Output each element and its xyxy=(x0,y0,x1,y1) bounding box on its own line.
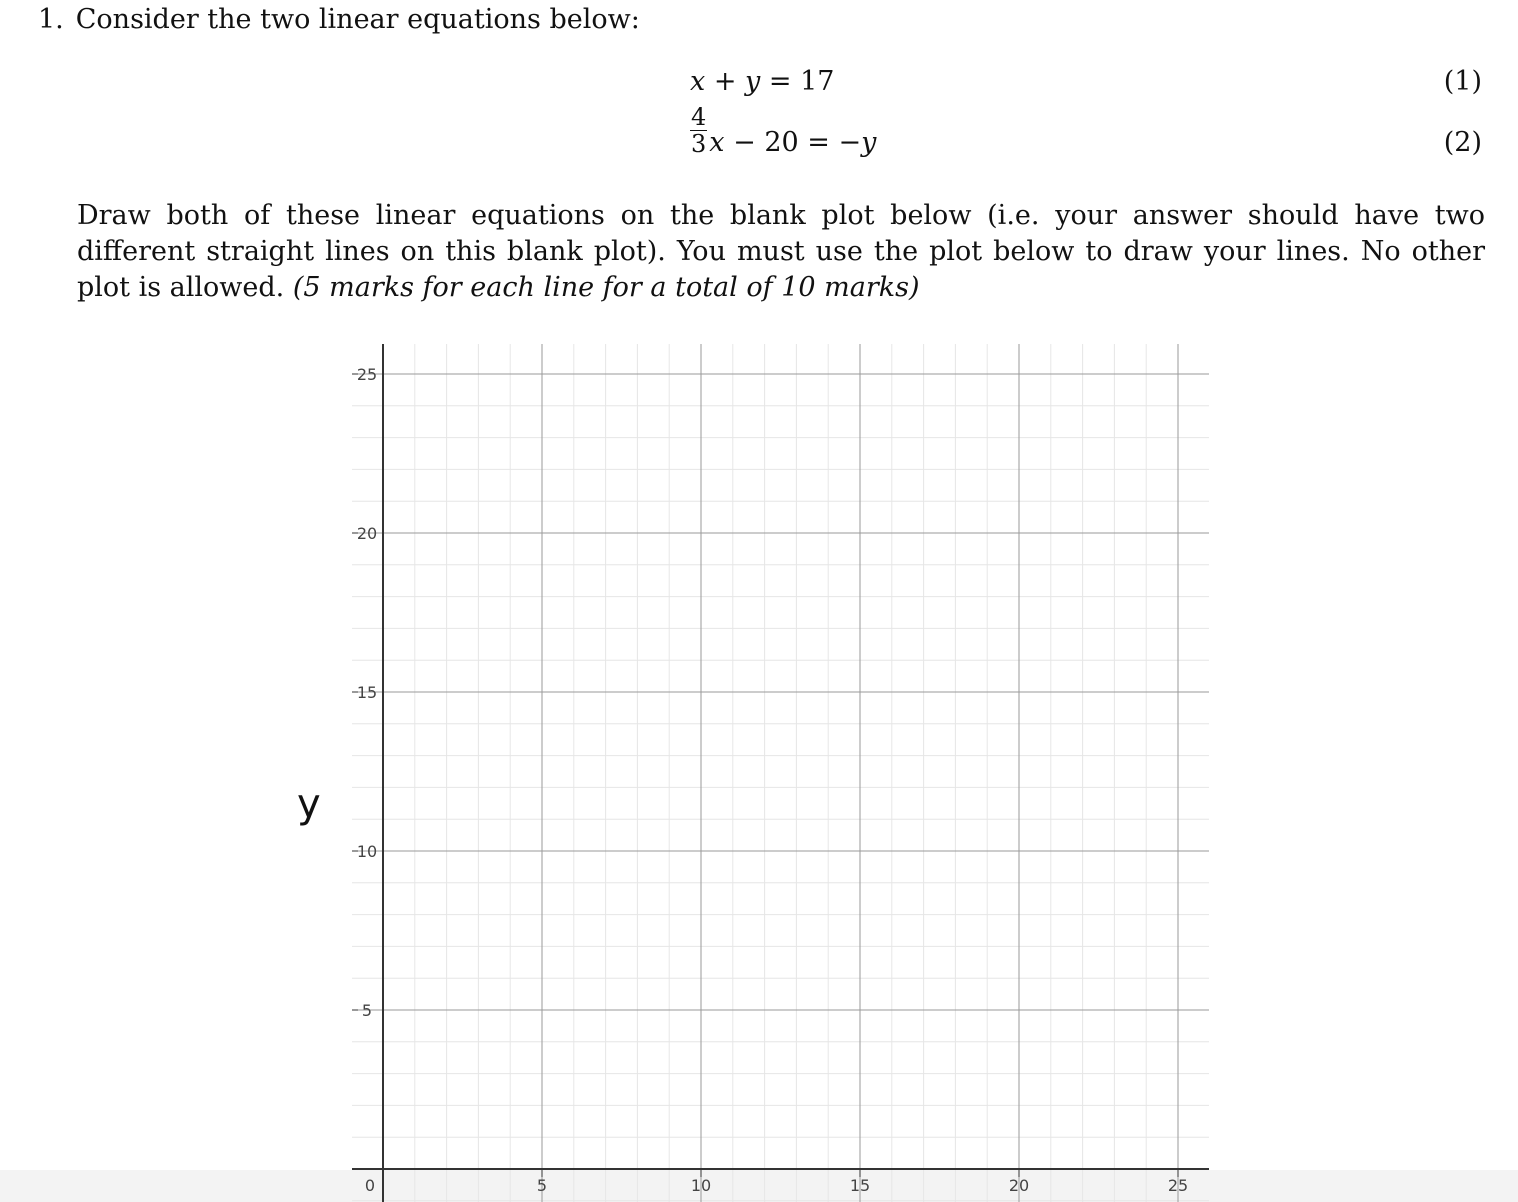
y-tick-label-5: 5 xyxy=(361,1001,373,1020)
equation-2-label: (2) xyxy=(1443,127,1482,158)
marks-note: (5 marks for each line for a total of 10 marks) xyxy=(292,272,920,303)
question-prompt: Consider the two linear equations below: xyxy=(75,4,640,35)
eq2-equals: = xyxy=(807,127,830,158)
x-tick-label-5: 5 xyxy=(536,1176,548,1195)
x-tick-label-0: 0 xyxy=(364,1176,376,1195)
y-axis-label: y xyxy=(297,781,321,827)
x-tick-label-25: 25 xyxy=(1167,1176,1189,1195)
y-tick-label-15: 15 xyxy=(356,683,378,702)
eq2-frac-denominator: 3 xyxy=(691,130,707,158)
equation-1-label: (1) xyxy=(1443,66,1482,97)
eq1-plus: + xyxy=(713,66,737,97)
eq1-term-x: x xyxy=(690,66,706,97)
eq2-minus: − xyxy=(733,127,756,158)
eq2-rhs: −y xyxy=(838,127,877,158)
eq2-frac-numerator: 4 xyxy=(691,103,707,131)
instructions-text: Draw both of these linear equations on the blank plot below (i.e. your answer should have two different straight lines on this blank plot). You must use the plot below to draw your lines. No other plot is allowed. xyxy=(77,200,1485,303)
eq2-const: 20 xyxy=(764,127,799,158)
x-tick-label-20: 20 xyxy=(1008,1176,1030,1195)
x-tick-label-10: 10 xyxy=(690,1176,712,1195)
x-tick-label-15: 15 xyxy=(849,1176,871,1195)
y-tick-label-25: 25 xyxy=(356,365,378,384)
y-tick-label-10: 10 xyxy=(356,842,378,861)
eq1-rhs: 17 xyxy=(800,66,835,97)
question-number: 1. xyxy=(38,4,64,35)
y-tick-label-20: 20 xyxy=(356,524,378,543)
eq2-term-x: x xyxy=(709,127,725,158)
eq1-term-y: y xyxy=(745,66,761,97)
eq1-equals: = xyxy=(768,66,792,97)
